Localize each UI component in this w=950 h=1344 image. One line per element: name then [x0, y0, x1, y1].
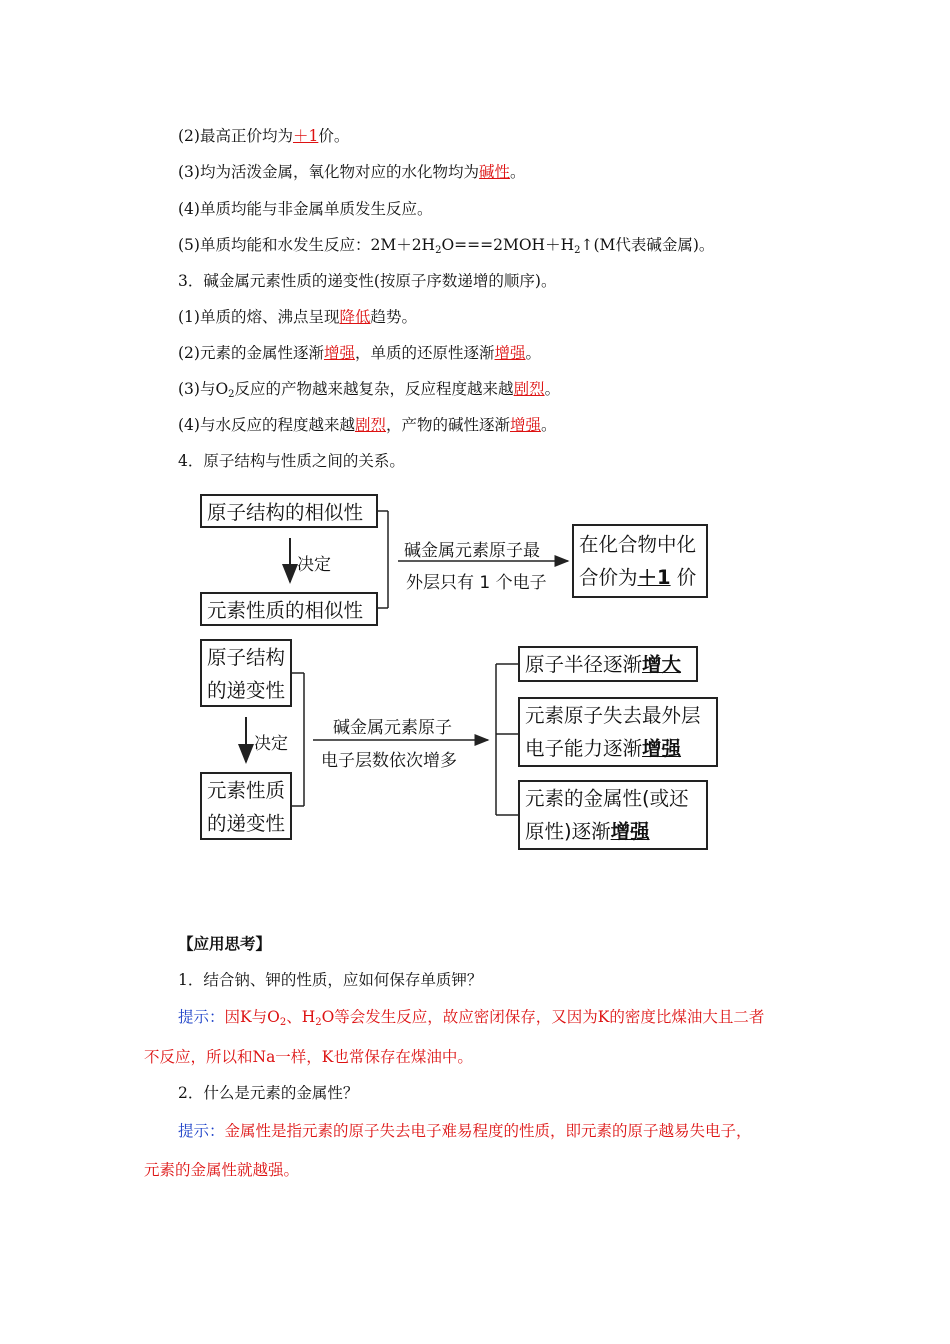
- text: 的递变性: [207, 812, 286, 835]
- text: O===2MOH＋H: [441, 236, 575, 254]
- bold-text: ＋1: [637, 566, 671, 589]
- subscript: 2: [435, 245, 442, 256]
- answer-text: 剧烈: [354, 416, 386, 434]
- text: (3)均为活泼金属，氧化物对应的水化物均为: [178, 163, 479, 181]
- text: 的递变性: [207, 679, 286, 702]
- subscript: 2: [228, 389, 235, 400]
- answer-text: 增强: [510, 416, 542, 434]
- answer-text: 增强: [494, 344, 526, 362]
- arrow-label-top-1: 碱金属元素原子最: [404, 541, 540, 561]
- text: 反应的产物越来越复杂，反应程度越来越: [234, 380, 514, 398]
- box-electron-loss: [518, 697, 718, 767]
- answer-text: 剧烈: [513, 380, 545, 398]
- text: (1)单质的熔、沸点呈现: [178, 308, 340, 326]
- text: (5)单质均能和水发生反应：2M＋2H: [178, 236, 436, 254]
- answer-text: 金属性是指元素的原子失去电子难易程度的性质，即元素的原子越易失电子，: [224, 1122, 752, 1140]
- bold-text: 增大: [642, 653, 682, 676]
- hint-label: 提示：: [178, 1122, 225, 1140]
- text: 。: [525, 344, 542, 362]
- application-heading: 【应用思考】: [178, 934, 272, 953]
- text: 因K与O: [224, 1008, 280, 1026]
- box-valence-result: [572, 524, 708, 598]
- text: 价。: [318, 127, 350, 145]
- arrow-label-bottom-2: 电子层数依次增多: [321, 751, 457, 771]
- text: 价: [670, 566, 697, 589]
- text: 原性)逐渐: [525, 820, 611, 843]
- answer-2-line-1: [178, 1121, 752, 1141]
- question-2: 2．什么是元素的金属性？: [178, 1084, 359, 1102]
- box-property-similarity: 元素性质的相似性: [200, 592, 378, 626]
- subscript: 2: [574, 245, 581, 256]
- question-1: 1．结合钠、钾的性质，应如何保存单质钾？: [178, 971, 483, 989]
- answer-1-line-1: [178, 1007, 764, 1033]
- answer-1-line-2: 不反应，所以和Na一样，K也常保存在煤油中。: [144, 1048, 473, 1066]
- text: 电子能力逐渐: [525, 737, 643, 760]
- text: 。: [541, 416, 557, 434]
- text: 、H: [286, 1008, 316, 1026]
- text: (2)最高正价均为: [178, 127, 293, 145]
- bold-text: 增强: [610, 820, 650, 843]
- box-property-gradient: [200, 772, 292, 840]
- text: 原子半径逐渐: [525, 653, 643, 676]
- arrow-label-bottom-1: 碱金属元素原子: [333, 718, 452, 738]
- answer-text: ＋1: [292, 127, 319, 145]
- text: [579, 561, 701, 594]
- text: 元素的金属性(或还: [525, 787, 689, 810]
- text: 元素原子失去最外层: [525, 704, 701, 727]
- subscript: 2: [279, 1017, 287, 1028]
- answer-2-line-2: 元素的金属性就越强。: [144, 1161, 300, 1179]
- answer-text: [225, 1008, 765, 1026]
- box-metallic-increase: [518, 780, 708, 850]
- text: 。: [509, 163, 526, 181]
- text: ↑(M代表碱金属)。: [580, 236, 715, 254]
- arrow-label-top-2: 外层只有 1 个电子: [406, 573, 547, 593]
- box-structure-similarity: 原子结构的相似性: [200, 494, 378, 528]
- item-4-react-nonmetal: (4)单质均能与非金属单质发生反应。: [178, 200, 433, 218]
- section-3-heading: 3．碱金属元素性质的递变性(按原子序数递增的顺序)。: [178, 272, 557, 290]
- text: 原子结构: [207, 646, 286, 669]
- section-4-heading: 4．原子结构与性质之间的关系。: [178, 452, 405, 470]
- text: 合价为: [579, 566, 638, 589]
- subscript: 2: [315, 1017, 322, 1028]
- bold-text: 增强: [642, 737, 682, 760]
- text: 趋势。: [370, 308, 417, 326]
- text: 在化合物中化: [579, 533, 697, 556]
- text: (4)与水反应的程度越来越: [178, 416, 355, 434]
- answer-text: 碱性: [478, 163, 510, 181]
- text: ，单质的还原性逐渐: [354, 344, 495, 362]
- decide-label-bottom: 决定: [254, 734, 288, 754]
- decide-label-top: 决定: [297, 555, 331, 575]
- text: (2)元素的金属性逐渐: [178, 344, 324, 362]
- text: 元素性质: [207, 779, 286, 802]
- text: 。: [544, 380, 561, 398]
- hint-label: 提示：: [178, 1008, 225, 1026]
- text: ，产物的碱性逐渐: [385, 416, 510, 434]
- text: (3)与O: [178, 380, 229, 398]
- box-structure-gradient: [200, 639, 292, 707]
- answer-text: 降低: [339, 308, 371, 326]
- text: O等会发生反应，故应密闭保存，又因为K的密度比煤油大且二者: [321, 1008, 765, 1026]
- answer-text: 增强: [323, 344, 355, 362]
- box-radius-increase: [518, 646, 698, 682]
